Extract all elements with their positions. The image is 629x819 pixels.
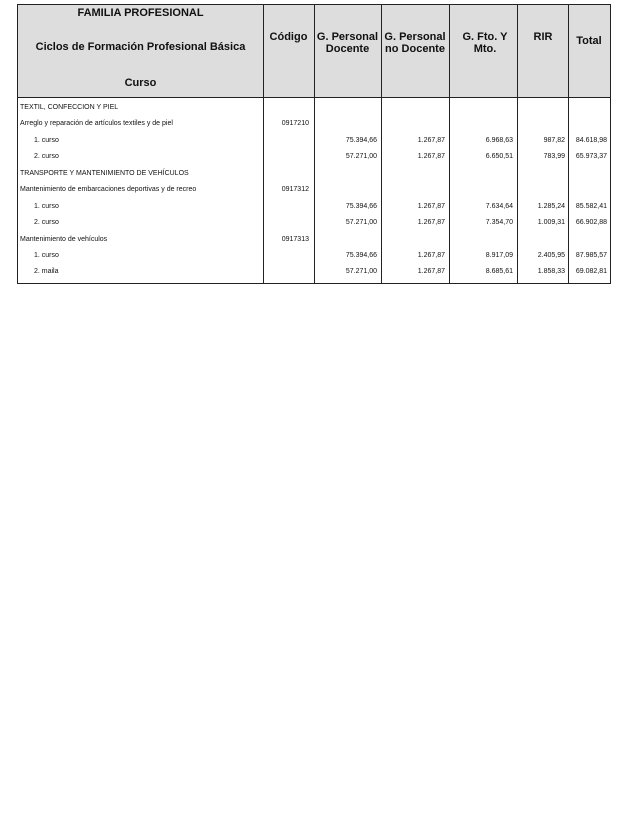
header-g-personal-docente: G. Personal Docente: [316, 31, 379, 55]
row-label: 2. maila: [34, 268, 59, 275]
table-row: [18, 100, 610, 116]
header-total: Total: [576, 35, 602, 47]
cell-fto: 7.354,70: [485, 219, 513, 226]
row-label: Mantenimiento de vehículos: [20, 236, 108, 243]
cell-codigo: [264, 100, 309, 116]
cell-no-docente: 1.267,87: [417, 203, 445, 210]
cell-docente: 57.271,00: [345, 268, 377, 275]
cell-rir: [518, 232, 565, 248]
cell-fto: 7.634,64: [485, 203, 513, 210]
cell-no-docente: [382, 100, 445, 116]
cell-codigo: [264, 133, 309, 149]
header-familia: FAMILIA PROFESIONAL: [77, 7, 204, 19]
cell-codigo: [264, 199, 309, 215]
cell-fto: [450, 100, 513, 116]
cell-codigo: 0917312: [281, 186, 309, 193]
cell-rir: 1.009,31: [537, 219, 565, 226]
cell-codigo: 0917313: [281, 236, 309, 243]
table-row: [18, 199, 610, 215]
cell-docente: [315, 182, 377, 198]
cell-total: 87.985,57: [575, 252, 607, 259]
cell-docente: 75.394,66: [345, 203, 377, 210]
row-label: 2. curso: [34, 153, 59, 160]
row-label: Mantenimiento de embarcaciones deportivas y de recreo: [20, 186, 197, 193]
cell-no-docente: 1.267,87: [417, 153, 445, 160]
cell-total: 84.618,98: [575, 137, 607, 144]
cell-no-docente: [382, 116, 445, 132]
cell-total: 69.082,81: [575, 268, 607, 275]
cell-rir: [518, 100, 565, 116]
cell-total: [569, 232, 607, 248]
cell-no-docente: 1.267,87: [417, 219, 445, 226]
cell-docente: 75.394,66: [345, 137, 377, 144]
row-label: Arreglo y reparación de artículos textiles y de piel: [20, 120, 173, 127]
cell-fto: 6.650,51: [485, 153, 513, 160]
header-ciclos: Ciclos de Formación Profesional Básica: [35, 41, 246, 53]
cell-rir: 1.285,24: [537, 203, 565, 210]
cell-codigo: [264, 166, 309, 182]
cell-docente: [315, 166, 377, 182]
cell-fto: [450, 182, 513, 198]
header-rir: RIR: [533, 31, 553, 43]
cell-total: [569, 116, 607, 132]
table-row: [18, 182, 610, 198]
table-row: [18, 116, 610, 132]
cell-codigo: 0917210: [281, 120, 309, 127]
cell-rir: 783,99: [543, 153, 565, 160]
table-row: [18, 149, 610, 165]
cell-no-docente: 1.267,87: [417, 252, 445, 259]
row-label: 1. curso: [34, 203, 59, 210]
cell-codigo: [264, 264, 309, 280]
cell-no-docente: [382, 182, 445, 198]
cell-rir: [518, 116, 565, 132]
cell-docente: 57.271,00: [345, 153, 377, 160]
row-label: 1. curso: [34, 252, 59, 259]
cell-total: [569, 182, 607, 198]
cell-total: 85.582,41: [575, 203, 607, 210]
cell-total: [569, 166, 607, 182]
cell-rir: [518, 182, 565, 198]
cell-codigo: [264, 149, 309, 165]
header-codigo: Código: [269, 31, 308, 43]
cell-no-docente: 1.267,87: [417, 268, 445, 275]
cost-table: [17, 4, 611, 284]
cell-total: 65.973,37: [575, 153, 607, 160]
cell-rir: 1.858,33: [537, 268, 565, 275]
cell-docente: [315, 232, 377, 248]
header-g-fto-mto: G. Fto. Y Mto.: [462, 31, 508, 55]
cell-rir: [518, 166, 565, 182]
table-row: [18, 133, 610, 149]
cell-fto: 8.685,61: [485, 268, 513, 275]
cell-no-docente: [382, 232, 445, 248]
cell-fto: 6.968,63: [485, 137, 513, 144]
table-row: [18, 264, 610, 280]
cell-docente: 75.394,66: [345, 252, 377, 259]
row-label: TEXTIL, CONFECCION Y PIEL: [20, 104, 119, 111]
row-label: 2. curso: [34, 219, 59, 226]
header-g-personal-no-docente: G. Personal no Docente: [384, 31, 446, 55]
cell-no-docente: [382, 166, 445, 182]
cell-fto: [450, 166, 513, 182]
cell-total: 66.902,88: [575, 219, 607, 226]
cell-fto: [450, 232, 513, 248]
cell-fto: 8.917,09: [485, 252, 513, 259]
cell-rir: 2.405,95: [537, 252, 565, 259]
table-row: [18, 248, 610, 264]
cell-docente: 57.271,00: [345, 219, 377, 226]
cell-codigo: [264, 215, 309, 231]
header-curso: Curso: [124, 77, 157, 89]
row-label: 1. curso: [34, 137, 59, 144]
table-row: [18, 215, 610, 231]
table-row: [18, 232, 610, 248]
cell-docente: [315, 116, 377, 132]
table-row: [18, 166, 610, 182]
cell-no-docente: 1.267,87: [417, 137, 445, 144]
cell-docente: [315, 100, 377, 116]
cell-codigo: [264, 248, 309, 264]
cell-fto: [450, 116, 513, 132]
cell-total: [569, 100, 607, 116]
cell-rir: 987,82: [543, 137, 565, 144]
row-label: TRANSPORTE Y MANTENIMIENTO DE VEHÍCULOS: [20, 170, 189, 177]
